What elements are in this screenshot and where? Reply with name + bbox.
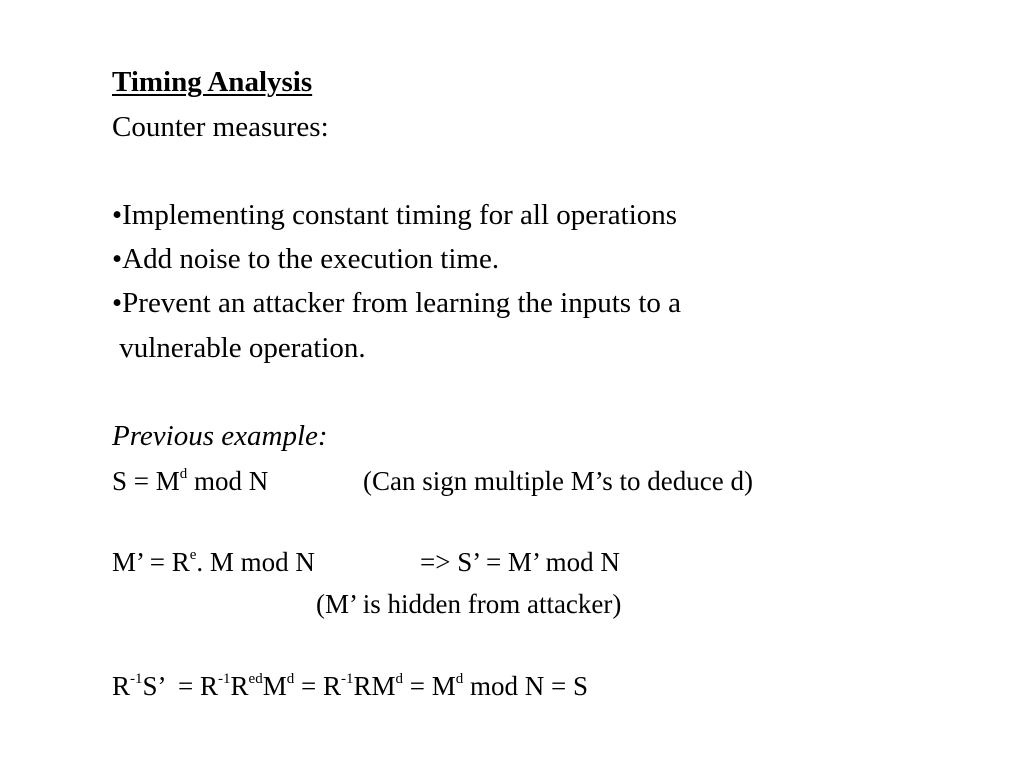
eq3-part: S’ = R [142,671,219,701]
equation-1-comment: (Can sign multiple M’s to deduce d) [363,466,753,496]
equation-2-note: (M’ is hidden from attacker) [316,589,622,619]
bullet-3: •Prevent an attacker from learning the inputs to a [112,287,682,319]
eq3-part: = M [403,671,456,701]
eq3-part: R [112,671,131,701]
example-heading: Previous example: [112,420,328,452]
bullet-1: •Implementing constant timing for all operations [112,199,678,231]
eq2-superscript: e [189,547,197,563]
eq3-part: RM [353,671,396,701]
equation-3 [112,670,588,702]
eq1-part: S = M [112,466,180,496]
slide-title: Timing Analysis [112,66,313,98]
equation-1 [112,465,268,497]
eq3-part: R [230,671,249,701]
equation-2-result: => S’ = M’ mod N [420,547,620,577]
eq3-part: = R [294,671,341,701]
eq3-superscript: -1 [218,671,231,687]
eq3-superscript: -1 [130,671,143,687]
eq3-part: mod N = S [463,671,588,701]
subtitle: Counter measures: [112,111,329,143]
eq3-part: M [262,671,287,701]
eq1-superscript: d [179,466,188,482]
eq3-superscript: -1 [340,671,354,687]
eq3-superscript: d [455,671,464,687]
eq2-part: . M mod N [196,547,315,577]
bullet-2: •Add noise to the execution time. [112,243,500,275]
equation-2 [112,546,315,578]
bullet-3-continuation: vulnerable operation. [112,332,366,364]
eq3-superscript: ed [248,671,263,687]
eq1-part: mod N [187,466,269,496]
eq3-superscript: d [286,671,295,687]
eq3-superscript: d [395,671,403,687]
eq2-part: M’ = R [112,547,190,577]
